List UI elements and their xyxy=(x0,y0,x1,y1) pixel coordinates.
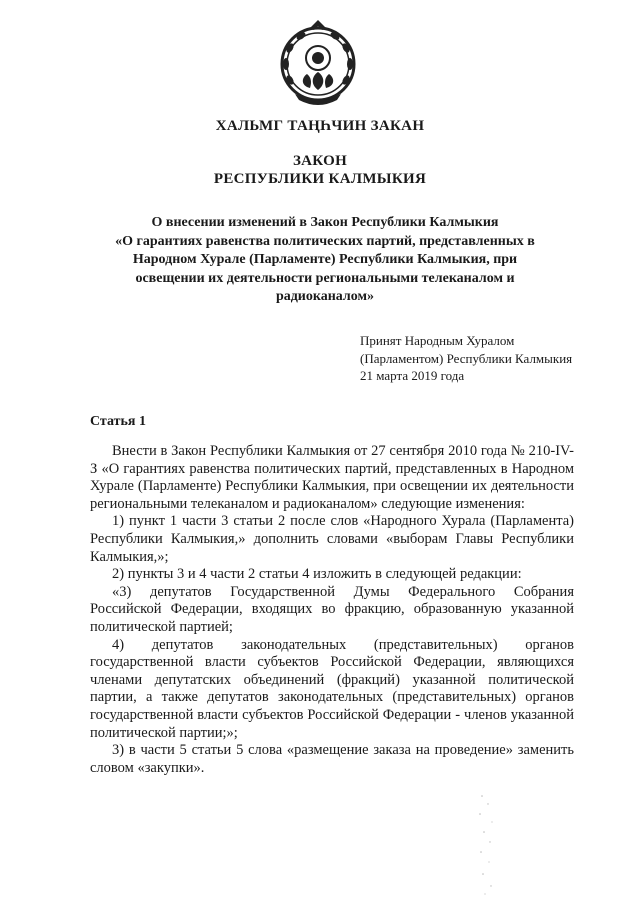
subject-line: радиоканалом» xyxy=(275,289,375,304)
article-body xyxy=(90,443,574,777)
subject-line: освещении их деятельности региональными телеканалом и xyxy=(135,270,515,286)
adoption-line: (Парламентом) Республики Калмыкия xyxy=(360,350,573,366)
amendment-item: 1) пункт 1 части 3 статьи 2 после слов «Народного Хурала (Парламента) Республики Калмыкия,» дополнить словами «выборам Главы Республики Калмыкия,»; xyxy=(90,513,574,565)
law-title-line2: РЕСПУБЛИКИ КАЛМЫКИЯ xyxy=(213,171,427,187)
amendment-subitem: «3) депутатов Государственной Думы Федерального Собрания Российской Федерации, входящих во фракцию, образованную указанной политической партией; xyxy=(90,583,574,635)
amendment-subitem: 4) депутатов законодательных (представительных) органов государственной власти субъектов Российской Федерации, являющихся членами депутатских объединений (фракций) указанной политической партии, а также депутатов законодательных (представительных) органов государственной власти субъектов Российской Федерации - членов указанной политической партии;»; xyxy=(90,636,574,741)
scan-noise xyxy=(470,790,530,900)
amendment-item: 2) пункты 3 и 4 части 2 статьи 4 изложить в следующей редакции: xyxy=(112,566,522,583)
adoption-note xyxy=(360,332,572,385)
amendment-item: 3) в части 5 статьи 5 слова «размещение заказа на проведение» заменить словом «закупки». xyxy=(90,742,574,776)
coat-of-arms-icon xyxy=(277,18,359,110)
subject-line: «О гарантиях равенства политических партий, представленных в xyxy=(115,233,535,249)
article-intro: Внести в Закон Республики Калмыкия от 27 сентября 2010 года № 210-IV-З «О гарантиях равенства политических партий, представленных в Народном Хурале (Парламенте) Республики Калмыкия, при освещении их деятельности региональными телеканалом и радиоканалом» следующие изменения: xyxy=(90,443,574,512)
law-subject xyxy=(90,214,560,307)
adoption-line: Принят Народным Хуралом xyxy=(360,333,515,348)
kalmyk-law-title: ХАЛЬМГ ТАҢҺЧИН ЗАКАН xyxy=(215,118,425,134)
law-title-line1: ЗАКОН xyxy=(292,153,348,169)
article-heading: Статья 1 xyxy=(90,414,146,429)
subject-line: Народном Хурале (Парламенте) Республики Калмыкия, при xyxy=(132,252,518,267)
subject-line: О внесении изменений в Закон Республики Калмыкия xyxy=(151,215,499,230)
adoption-date: 21 марта 2019 года xyxy=(360,368,465,383)
